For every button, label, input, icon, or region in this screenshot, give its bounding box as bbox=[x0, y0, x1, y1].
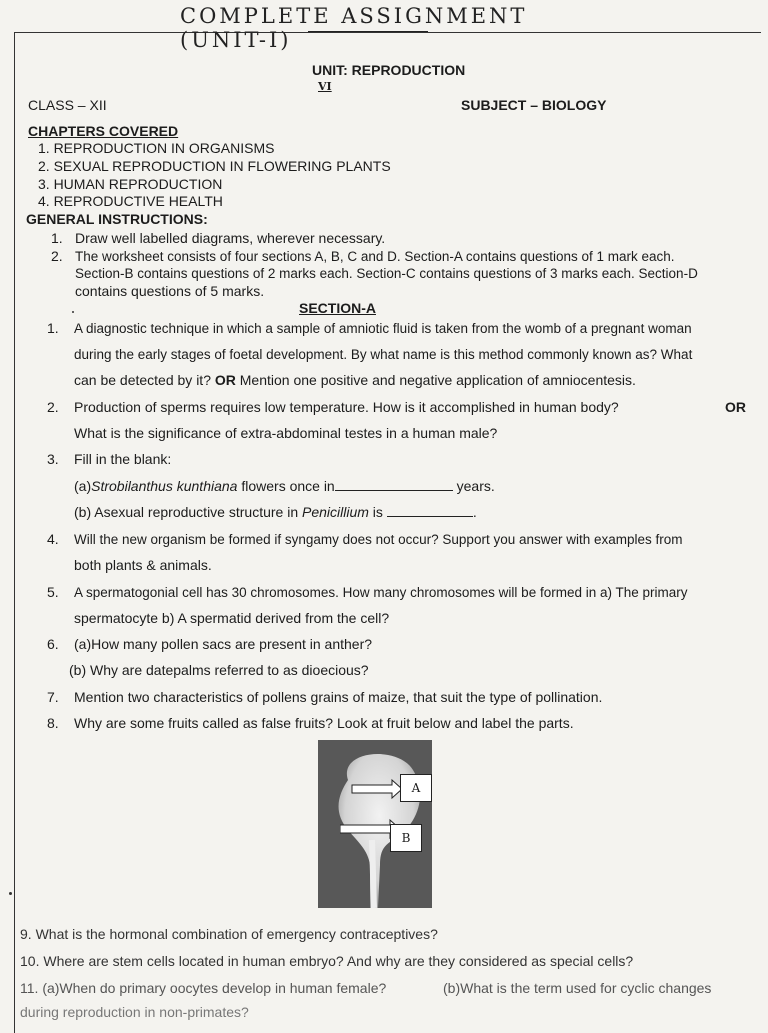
question-text: (b) Why are datepalms referred to as dioecious? bbox=[69, 662, 369, 678]
question-number: 3. bbox=[47, 451, 59, 467]
question-text: (a)Strobilanthus kunthiana flowers once in years. bbox=[74, 478, 495, 494]
margin-dot bbox=[9, 892, 12, 895]
question-text: (b) Asexual reproductive structure in Penicillium is . bbox=[74, 504, 477, 520]
chapter-item: 1. REPRODUCTION IN ORGANISMS bbox=[38, 140, 275, 156]
instruction-text: Section-B contains questions of 2 marks each. Section-C contains questions of 3 marks each. Section-D bbox=[75, 266, 698, 281]
handwritten-title: COMPLETE ASSIGNMENT (UNIT-I) bbox=[180, 4, 528, 52]
question-number: 8. bbox=[47, 715, 59, 731]
instruction-text: contains questions of 5 marks. bbox=[75, 283, 265, 299]
question-text: Why are some fruits called as false fruits? Look at fruit below and label the parts. bbox=[74, 715, 574, 731]
question-number: 7. bbox=[47, 689, 59, 705]
question-text: Mention two characteristics of pollens grains of maize, that suit the type of pollination. bbox=[74, 689, 603, 705]
question-text: during the early stages of foetal development. By what name is this method commonly known as? What bbox=[74, 347, 693, 362]
instruction-text: Draw well labelled diagrams, wherever necessary. bbox=[75, 230, 386, 246]
handwritten-underline bbox=[308, 31, 428, 32]
figure-label-b: B bbox=[390, 824, 422, 852]
subject-label: SUBJECT – BIOLOGY bbox=[461, 97, 607, 113]
question-text: (a)How many pollen sacs are present in anther? bbox=[74, 636, 373, 652]
instruction-text: The worksheet consists of four sections A, B, C and D. Section-A contains questions of 1 mark each. bbox=[75, 249, 675, 264]
class-label: CLASS – XII bbox=[28, 97, 107, 113]
question-text: (b)What is the term used for cyclic changes bbox=[443, 980, 712, 996]
chapter-item: 2. SEXUAL REPRODUCTION IN FLOWERING PLANTS bbox=[38, 158, 391, 174]
question-number: 2. bbox=[47, 399, 59, 415]
question-number: 6. bbox=[47, 636, 59, 652]
instructions-heading: GENERAL INSTRUCTIONS: bbox=[26, 211, 208, 227]
question-number: 4. bbox=[47, 531, 59, 547]
question-number: 1. bbox=[47, 320, 59, 336]
instruction-number: 1. bbox=[51, 230, 63, 246]
question-text: Fill in the blank: bbox=[74, 451, 172, 467]
section-a-heading: SECTION-A bbox=[299, 300, 376, 316]
question-number: 5. bbox=[47, 584, 59, 600]
or-label: OR bbox=[725, 399, 746, 415]
margin-dot bbox=[72, 311, 74, 313]
unit-title: UNIT: REPRODUCTION bbox=[312, 62, 466, 78]
figure-label-a: A bbox=[400, 774, 432, 802]
question-text: 9. What is the hormonal combination of emergency contraceptives? bbox=[20, 926, 438, 942]
question-text: Will the new organism be formed if syngamy does not occur? Support you answer with examples from bbox=[74, 532, 683, 547]
question-text: 11. (a)When do primary oocytes develop in human female? bbox=[20, 980, 387, 996]
instruction-number: 2. bbox=[51, 248, 63, 264]
chapters-heading: CHAPTERS COVERED bbox=[28, 123, 179, 139]
question-text: A spermatogonial cell has 30 chromosomes. How many chromosomes will be formed in a) The primary bbox=[74, 585, 688, 600]
answer-blank bbox=[387, 516, 473, 517]
answer-blank bbox=[335, 490, 453, 491]
question-text: during reproduction in non-primates? bbox=[20, 1004, 249, 1020]
unit-handwritten-number: VI bbox=[318, 80, 332, 93]
question-text: A diagnostic technique in which a sample of amniotic fluid is taken from the womb of a pregnant woman bbox=[74, 321, 692, 336]
chapter-item: 3. HUMAN REPRODUCTION bbox=[38, 176, 223, 192]
question-text: both plants & animals. bbox=[74, 557, 212, 573]
chapter-item: 4. REPRODUCTIVE HEALTH bbox=[38, 193, 223, 209]
question-text: spermatocyte b) A spermatid derived from the cell? bbox=[74, 610, 390, 626]
question-text: What is the significance of extra-abdominal testes in a human male? bbox=[74, 425, 498, 441]
question-text: 10. Where are stem cells located in human embryo? And why are they considered as special cells? bbox=[20, 953, 634, 969]
question-text: can be detected by it? OR Mention one positive and negative application of amniocentesis. bbox=[74, 372, 636, 388]
question-text: Production of sperms requires low temperature. How is it accomplished in human body? bbox=[74, 399, 619, 415]
